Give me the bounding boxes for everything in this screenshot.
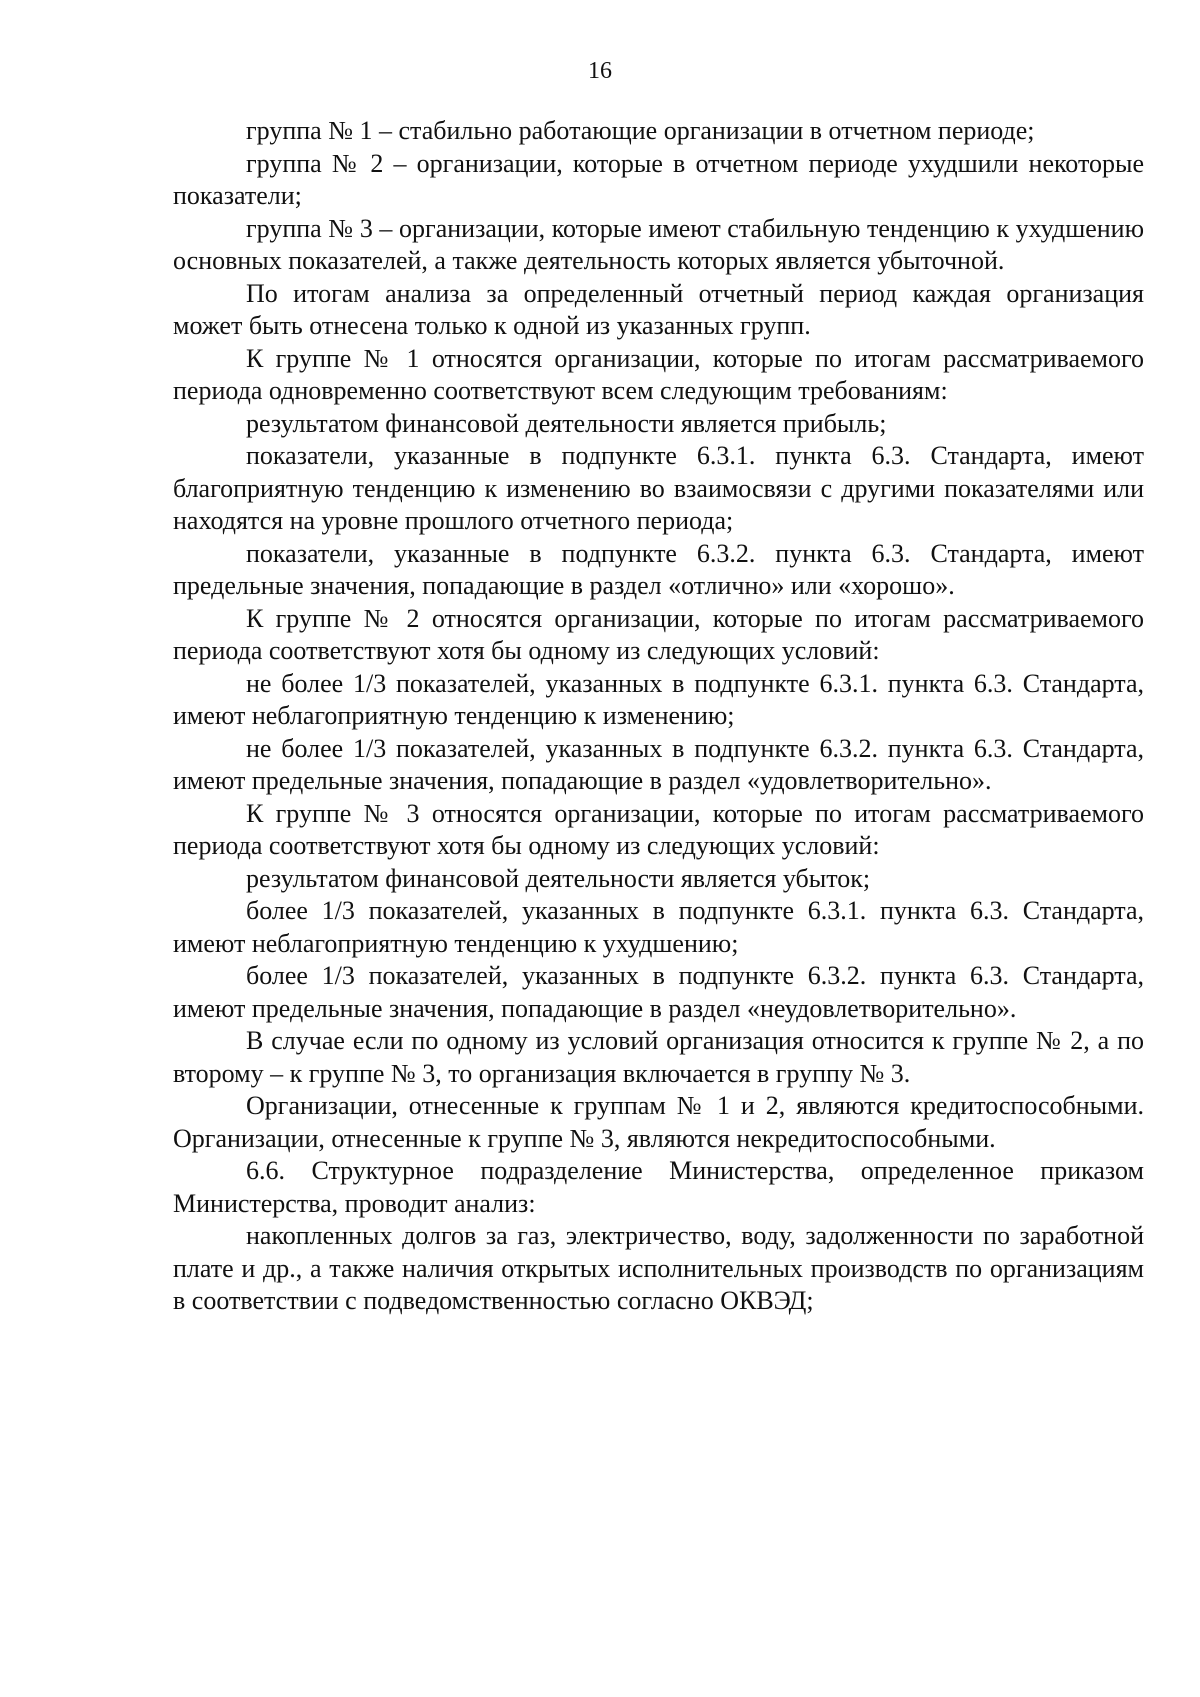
paragraph-group-2-limits: не более 1/3 показателей, указанных в подпункте 6.3.2. пункта 6.3. Стандарта, имеют предельные значения, попадающие в раздел «удовлетворительно». [173, 733, 1144, 795]
paragraph-group-1-definition: группа № 1 – стабильно работающие организации в отчетном периоде; [246, 116, 1035, 145]
paragraph-creditworthiness: Организации, отнесенные к группам № 1 и 2, являются кредитоспособными. Организации, отнесенные к группе № 3, являются некредитоспособными. [173, 1091, 1144, 1153]
paragraph-group-3-loss: результатом финансовой деятельности является убыток; [246, 863, 871, 893]
paragraph-group-2-trend: не более 1/3 показателей, указанных в подпункте 6.3.1. пункта 6.3. Стандарта, имеют неблагоприятную тенденцию к изменению; [173, 668, 1144, 730]
paragraph-group-3-criteria-intro: К группе № 3 относятся организации, которые по итогам рассматриваемого периода соответствуют хотя бы одному из следующих условий: [173, 798, 1144, 860]
document-body [173, 115, 1144, 1318]
paragraph-group-2-criteria-intro: К группе № 2 относятся организации, которые по итогам рассматриваемого периода соответствуют хотя бы одному из следующих условий: [173, 603, 1144, 665]
paragraph-group-1-criteria-intro: К группе № 1 относятся организации, которые по итогам рассматриваемого периода одновременно соответствуют всем следующим требованиям: [173, 343, 1144, 405]
paragraph-single-group-rule: По итогам анализа за определенный отчетный период каждая организация может быть отнесена только к одной из указанных групп. [173, 278, 1144, 340]
paragraph-group-3-definition: группа № 3 – организации, которые имеют стабильную тенденцию к ухудшению основных показателей, а также деятельность которых является убыточной. [173, 213, 1144, 275]
paragraph-mixed-conditions: В случае если по одному из условий организация относится к группе № 2, а по второму – к группе № 3, то организация включается в группу № 3. [173, 1026, 1144, 1088]
page-number: 16 [588, 58, 612, 84]
paragraph-section-6-6: 6.6. Структурное подразделение Министерства, определенное приказом Министерства, проводит анализ: [173, 1156, 1144, 1218]
paragraph-group-3-limits: более 1/3 показателей, указанных в подпункте 6.3.2. пункта 6.3. Стандарта, имеют предельные значения, попадающие в раздел «неудовлетворительно». [173, 961, 1144, 1023]
paragraph-group-1-trend: показатели, указанные в подпункте 6.3.1. пункта 6.3. Стандарта, имеют благоприятную тенденцию к изменению во взаимосвязи с другими показателями или находятся на уровне прошлого отчетного периода; [173, 441, 1144, 535]
paragraph-group-2-definition: группа № 2 – организации, которые в отчетном периоде ухудшили некоторые показатели; [173, 148, 1144, 210]
paragraph-group-1-profit: результатом финансовой деятельности является прибыль; [246, 408, 887, 438]
paragraph-group-1-limits: показатели, указанные в подпункте 6.3.2. пункта 6.3. Стандарта, имеют предельные значения, попадающие в раздел «отлично» или «хорошо». [173, 538, 1144, 600]
paragraph-accumulated-debts: накопленных долгов за газ, электричество, воду, задолженности по заработной плате и др., а также наличия открытых исполнительных производств по организациям в соответствии с подведомственностью согласно ОКВЭД; [173, 1221, 1144, 1315]
paragraph-group-3-trend: более 1/3 показателей, указанных в подпункте 6.3.1. пункта 6.3. Стандарта, имеют неблагоприятную тенденцию к ухудшению; [173, 896, 1144, 958]
